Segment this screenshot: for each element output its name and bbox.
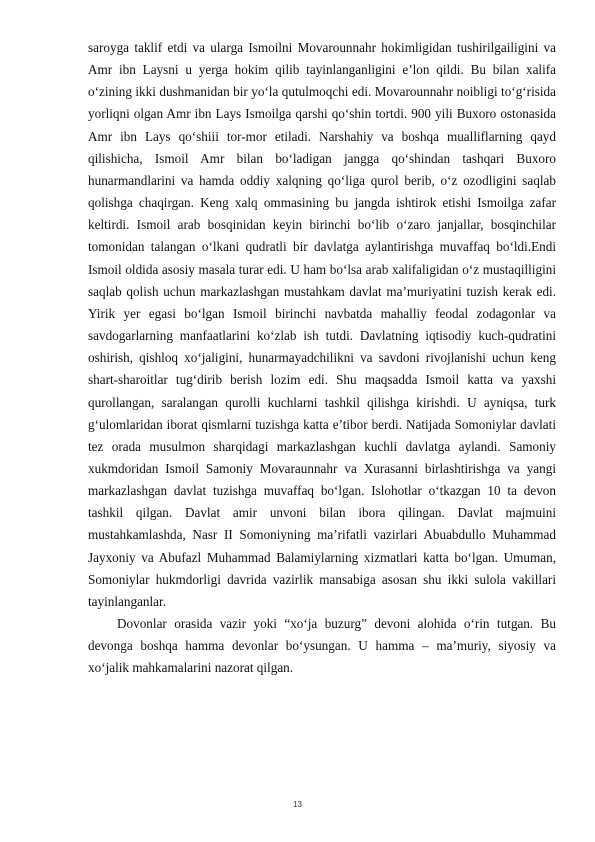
page-number: 13 (293, 800, 302, 809)
paragraph-1: saroyga taklif etdi va ularga Ismoilni Movarounnahr hokimligidan tushirilgailigini va Amr ibn Laysni u yerga hokim qilib tayinlanganligini e’lon qildi. Bu bilan xalifa o‘zining ikki dushmanidan bir yo‘la qutulmoqchi edi. Movarounnahr noibligi to‘g‘risida yorliqni olgan Amr ibn Lays Ismoilga qarshi qo‘shin tortdi. 900 yili Buxoro ostonasida Amr ibn Lays qo‘shiii tor-mor etiladi. Narshahiy va boshqa mualliflarning qayd qilishicha, Ismoil Amr bilan bo‘ladigan jangga qo‘shindan tashqari Buxoro hunarmandlarini va hamda oddiy xalqning qo‘liga qurol berib, o‘z ozodligini saqlab qolishga chaqirgan. Keng xalq ommasining bu jangda ishtirok etishi Ismoilga zafar keltirdi. Ismoil arab bosqinidan keyin birinchi bo‘lib o‘zaro janjallar, bosqinchilar tomonidan talangan o‘lkani qudratli bir davlatga aylantirishga muvaffaq bo‘ldi.Endi Ismoil oldida asosiy masala turar edi. U ham bo‘lsa arab xalifaligidan o‘z mustaqilligini saqlab qolish uchun markazlashgan mustahkam davlat ma’muriyatini tuzish kerak edi. Yirik yer egasi bo‘lgan Ismoil birinchi navbatda mahalliy feodal zodagonlar va savdogarlarning manfaatlarini ko‘zlab ish tutdi. Davlatning iqtisodiy kuch-qudratini oshirish, qishloq xo‘jaligini, hunarmayadchilikni va savdoni rivojlanishi uchun keng shart-sharoitlar tug‘dirib berish lozim edi. Shu maqsadda Ismoil katta va yaxshi qurollangan, saralangan qurolli kuchlarni tashkil qilishga kirishdi. U ayniqsa, turk g‘ulomlaridan iborat qismlarni tuzishga katta e’tibor berdi. Natijada Somoniylar davlati tez orada musulmon sharqidagi markazlashgan kuchli davlatga aylandi. Samoniy xukmdoridan Ismoil Samoniy Movaraunnahr va Xurasanni birlashtirishga va yangi markazlashgan davlat tuzishga muvaffaq bo‘lgan. Islohotlar o‘tkazgan 10 ta devon tashkil qilgan. Davlat amir unvoni bilan ibora qilingan. Davlat majmuini mustahkamlashda, Nasr II Somoniyning ma’rifatli vazirlari Abuabdullo Muhammad Jayxoniy va Abufazl Muhammad Balamiylarning xizmatlari katta bo‘lgan. Umuman, Somoniylar hukmdorligi davrida vazirlik mansabiga asosan shu ikki sulola vakillari tayinlanganlar. (88, 40, 556, 609)
body-text (88, 37, 556, 680)
paragraph-2: Dovonlar orasida vazir yoki “xo‘ja buzurg” devoni alohida o‘rin tutgan. Bu devonga boshqa hamma devonlar bo‘ysungan. U hamma – ma’muriy, siyosiy va xo‘jalik mahkamalarini nazorat qilgan. (88, 616, 556, 676)
